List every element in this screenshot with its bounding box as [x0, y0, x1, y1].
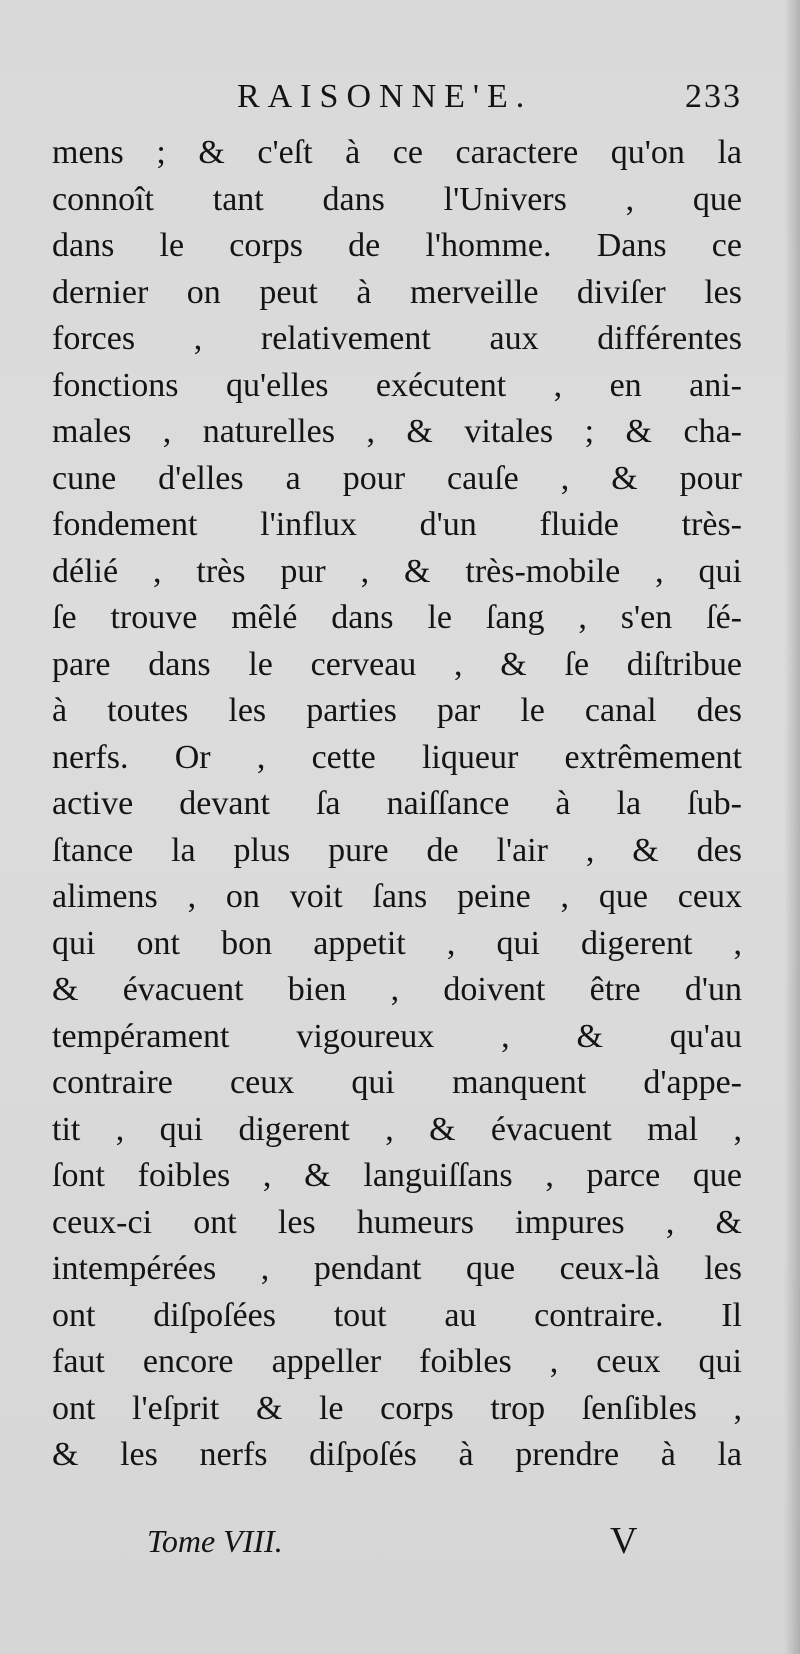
text-line: ont l'eſprit & le corps trop ſenſibles , [52, 1389, 742, 1427]
text-line: qui ont bon appetit , qui digerent , [52, 924, 742, 962]
text-line: tit , qui digerent , & évacuent mal , [52, 1110, 742, 1148]
text-line: & les nerfs diſpoſés à prendre à la [52, 1436, 742, 1473]
text-line: forces , relativement aux différentes [52, 320, 742, 357]
text-line: cune d'elles a pour cauſe , & pour [52, 459, 742, 497]
volume-label: Tome VIII. [147, 1523, 283, 1559]
text-line: ceux-ci ont les humeurs impures , & [52, 1203, 742, 1241]
text-line: alimens , on voit ſans peine , que ceux [52, 878, 742, 915]
text-line: à toutes les parties par le canal des [52, 692, 742, 729]
text-line: nerfs. Or , cette liqueur extrêmement [52, 738, 742, 776]
page-header [52, 78, 742, 128]
text-line: pare dans le cerveau , & ſe diſtribue [52, 645, 742, 683]
page-edge-shadow [784, 0, 800, 1654]
text-line: dernier on peut à merveille diviſer les [52, 273, 742, 311]
running-head: RAISONNE'E. [237, 78, 533, 115]
page-number: 233 [685, 78, 742, 115]
text-line: délié , très pur , & très-mobile , qui [52, 552, 742, 590]
text-line: males , naturelles , & vitales ; & cha- [52, 413, 742, 450]
text-line: mens ; & c'eſt à ce caractere qu'on la [52, 134, 742, 171]
text-line: ont diſpoſées tout au contraire. Il [52, 1296, 742, 1334]
signature-mark: V [610, 1520, 638, 1562]
text-line: active devant ſa naiſſance à la ſub- [52, 785, 742, 822]
text-line: fondement l'influx d'un fluide très- [52, 506, 742, 543]
text-line: ſtance la plus pure de l'air , & des [52, 831, 742, 869]
text-line: fonctions qu'elles exécutent , en ani- [52, 366, 742, 404]
text-line: contraire ceux qui manquent d'appe- [52, 1064, 742, 1101]
text-line: dans le corps de l'homme. Dans ce [52, 227, 742, 264]
body-text [52, 130, 742, 1479]
text-line: connoît tant dans l'Univers , que [52, 180, 742, 218]
text-line: faut encore appeller foibles , ceux qui [52, 1343, 742, 1380]
text-line: ſont foibles , & languiſſans , parce que [52, 1157, 742, 1194]
text-line: & évacuent bien , doivent être d'un [52, 971, 742, 1008]
page-footer [52, 1520, 742, 1571]
text-line: intempérées , pendant que ceux-là les [52, 1250, 742, 1287]
text-line: ſe trouve mêlé dans le ſang , s'en ſé- [52, 599, 742, 636]
text-line: tempérament vigoureux , & qu'au [52, 1017, 742, 1055]
